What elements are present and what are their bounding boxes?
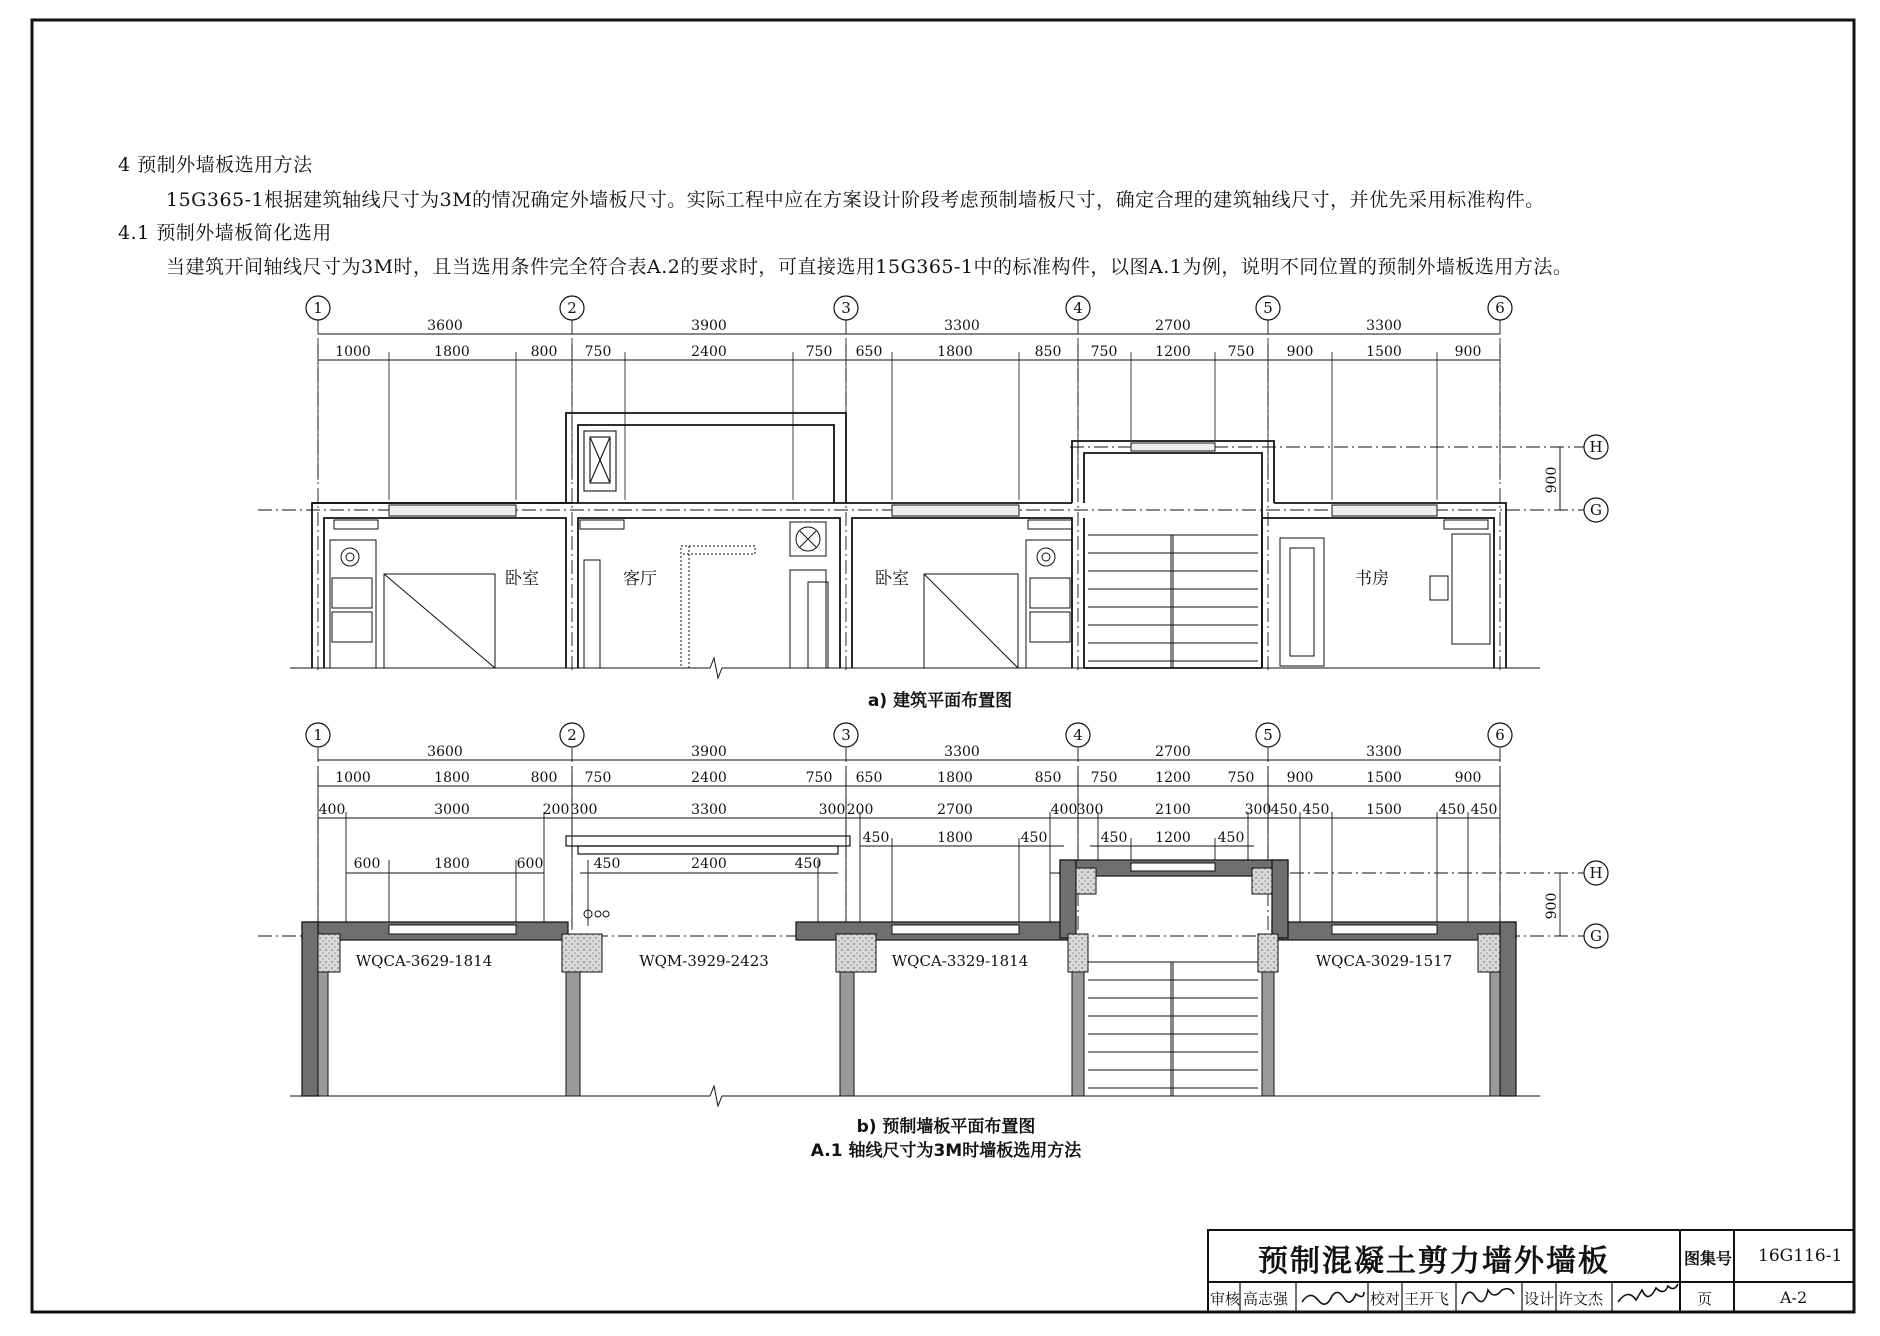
signature-design xyxy=(1618,1284,1678,1302)
dim-b-pn-1: 400 xyxy=(318,802,346,818)
axis-label-6a: 6 xyxy=(1495,299,1505,317)
dim-b-pn-11: 2100 xyxy=(1155,802,1191,818)
dim-b-pn-13: 450 xyxy=(1270,802,1298,818)
plan-b-interior-walls xyxy=(318,972,1500,1096)
dim-b-bay-4: 2700 xyxy=(1155,744,1191,760)
dim-b-w-1: 600 xyxy=(353,856,381,872)
dim-b-op-15: 900 xyxy=(1454,770,1482,786)
dim-a-op-15: 900 xyxy=(1454,344,1482,360)
dim-b-op-5: 2400 xyxy=(691,770,727,786)
dim-a-op-2: 1800 xyxy=(434,344,470,360)
panel-code-4: WQCA-3029-1517 xyxy=(1315,952,1453,970)
dim-b-w-8: 1800 xyxy=(937,830,973,846)
room-living: 客厅 xyxy=(623,569,657,589)
dim-b-pn-3: 200 xyxy=(542,802,570,818)
axis-label-1b: 1 xyxy=(313,726,323,744)
axis-label-5b: 5 xyxy=(1263,726,1273,744)
title-block-title: 预制混凝土剪力墙外墙板 xyxy=(1258,1244,1610,1279)
dim-b-w-5: 2400 xyxy=(691,856,727,872)
dim-b-w-11: 1200 xyxy=(1155,830,1191,846)
axis-label-1a: 1 xyxy=(313,299,323,317)
dim-b-w-6: 450 xyxy=(794,856,822,872)
dim-a-op-11: 1200 xyxy=(1155,344,1191,360)
dim-b-bay-3: 3300 xyxy=(944,744,980,760)
axis-label-gb: G xyxy=(1590,927,1602,945)
dim-b-op-12: 750 xyxy=(1227,770,1255,786)
axis-label-2a: 2 xyxy=(567,299,577,317)
dim-b-op-13: 900 xyxy=(1286,770,1314,786)
dim-a-bay-4: 2700 xyxy=(1155,318,1191,334)
signature-review xyxy=(1302,1292,1364,1304)
axis-label-ha: H xyxy=(1589,438,1603,456)
panel-codes xyxy=(356,952,1453,970)
dim-b-pn-10: 300 xyxy=(1076,802,1104,818)
axis-label-3a: 3 xyxy=(841,299,851,317)
dim-b-pn-17: 450 xyxy=(1470,802,1498,818)
plan-b-dimension-lines xyxy=(318,760,1560,936)
heading-4-1: 4.1 预制外墙板简化选用 xyxy=(118,222,332,244)
review-label: 审核 xyxy=(1210,1290,1241,1308)
axis-label-4b: 4 xyxy=(1073,726,1083,744)
dim-a-op-4: 750 xyxy=(584,344,612,360)
design-label: 设计 xyxy=(1524,1290,1555,1308)
plan-a-walls xyxy=(312,413,1506,668)
dim-b-bay-1: 3600 xyxy=(427,744,463,760)
dim-b-op-10: 750 xyxy=(1090,770,1118,786)
dim-a-bay-3: 3300 xyxy=(944,318,980,334)
dim-b-w-9: 450 xyxy=(1020,830,1048,846)
dim-b-pn-14: 450 xyxy=(1302,802,1330,818)
dim-a-op-6: 750 xyxy=(805,344,833,360)
heading-4: 4 预制外墙板选用方法 xyxy=(118,154,313,176)
paragraph-4-1: 当建筑开间轴线尺寸为3M时，且当选用条件完全符合表A.2的要求时，可直接选用15G365-1中的标准构件，以图A.1为例，说明不同位置的预制外墙板选用方法。 xyxy=(166,256,1573,278)
review-name: 高志强 xyxy=(1243,1290,1289,1308)
dim-a-bay-1: 3600 xyxy=(427,318,463,334)
axis-labels xyxy=(313,299,1602,945)
plan-a xyxy=(258,320,1590,678)
dim-b-op-2: 1800 xyxy=(434,770,470,786)
plan-a-furniture xyxy=(330,522,1490,668)
dim-b-op-9: 850 xyxy=(1034,770,1062,786)
axis-label-4a: 4 xyxy=(1073,299,1083,317)
dim-b-pn-4: 300 xyxy=(570,802,598,818)
dim-b-w-3: 600 xyxy=(516,856,544,872)
panel-code-2: WQM-3929-2423 xyxy=(639,952,769,970)
dim-b-op-3: 800 xyxy=(530,770,558,786)
dim-b-pn-6: 300 xyxy=(818,802,846,818)
dim-b-pn-2: 3000 xyxy=(434,802,470,818)
axis-label-ga: G xyxy=(1590,501,1602,519)
dim-b-pn-7: 200 xyxy=(846,802,874,818)
dim-b-w-2: 1800 xyxy=(434,856,470,872)
axis-bubbles xyxy=(306,296,1608,948)
caption-plan-b: b) 预制墙板平面布置图 xyxy=(856,1117,1036,1137)
design-name: 许文杰 xyxy=(1558,1290,1604,1308)
vertical-dims xyxy=(1544,467,1560,920)
dim-a-op-14: 1500 xyxy=(1366,344,1402,360)
dim-b-pn-8: 2700 xyxy=(937,802,973,818)
dim-b-op-6: 750 xyxy=(805,770,833,786)
plan-a-door-unit xyxy=(584,431,616,491)
dim-a-op-7: 650 xyxy=(855,344,883,360)
dim-b-op-8: 1800 xyxy=(937,770,973,786)
dim-b-w-4: 450 xyxy=(593,856,621,872)
dim-a-op-10: 750 xyxy=(1090,344,1118,360)
check-label: 校对 xyxy=(1370,1290,1401,1308)
dim-b-pn-9: 400 xyxy=(1050,802,1078,818)
paragraph-4: 15G365-1根据建筑轴线尺寸为3M的情况确定外墙板尺寸。实际工程中应在方案设计阶段考虑预制墙板尺寸，确定合理的建筑轴线尺寸，并优先采用标准构件。 xyxy=(166,189,1545,211)
dim-b-bay-2: 3900 xyxy=(691,744,727,760)
atlas-number: 16G116-1 xyxy=(1758,1246,1843,1266)
plan-a-break-line xyxy=(290,658,1540,678)
axis-label-3b: 3 xyxy=(841,726,851,744)
dim-b-w-12: 450 xyxy=(1217,830,1245,846)
dim-b-pn-15: 1500 xyxy=(1366,802,1402,818)
dim-a-op-1: 1000 xyxy=(335,344,371,360)
caption-plan-a: a) 建筑平面布置图 xyxy=(867,691,1013,711)
room-bedroom-2: 卧室 xyxy=(875,569,909,589)
axis-label-6b: 6 xyxy=(1495,726,1505,744)
plan-a-stairs xyxy=(1088,535,1258,668)
dim-b-op-11: 1200 xyxy=(1155,770,1191,786)
check-name: 王开飞 xyxy=(1404,1290,1450,1308)
page-number: A-2 xyxy=(1780,1288,1808,1307)
dim-b-pn-5: 3300 xyxy=(691,802,727,818)
dim-b-w-10: 450 xyxy=(1100,830,1128,846)
dim-a-bay-2: 3900 xyxy=(691,318,727,334)
plan-a-windows xyxy=(389,443,1437,516)
title-block-signatures xyxy=(1302,1284,1678,1304)
page-label: 页 xyxy=(1697,1290,1713,1308)
dim-a-op-12: 750 xyxy=(1227,344,1255,360)
room-bedroom-1: 卧室 xyxy=(505,569,539,589)
dim-b-op-14: 1500 xyxy=(1366,770,1402,786)
axis-label-5a: 5 xyxy=(1263,299,1273,317)
panel-code-1: WQCA-3629-1814 xyxy=(355,952,493,970)
panel-code-3: WQCA-3329-1814 xyxy=(891,952,1029,970)
axis-label-2b: 2 xyxy=(567,726,577,744)
dim-b-pn-12: 300 xyxy=(1244,802,1272,818)
dim-b-op-1: 1000 xyxy=(335,770,371,786)
dim-b-pn-16: 450 xyxy=(1438,802,1466,818)
dim-a-op-13: 900 xyxy=(1286,344,1314,360)
room-study: 书房 xyxy=(1355,569,1389,589)
plan-a-dimension-lines xyxy=(318,334,1560,510)
dim-b-vertical: 900 xyxy=(1544,892,1560,920)
dim-a-op-9: 850 xyxy=(1034,344,1062,360)
plan-b-break-line xyxy=(290,1086,1540,1106)
axis-label-hb: H xyxy=(1589,864,1603,882)
dim-a-vertical: 900 xyxy=(1544,466,1560,494)
dim-a-bay-5: 3300 xyxy=(1366,318,1402,334)
dim-b-op-7: 650 xyxy=(855,770,883,786)
dim-a-op-3: 800 xyxy=(530,344,558,360)
signature-check xyxy=(1462,1289,1514,1304)
caption-figure: A.1 轴线尺寸为3M时墙板选用方法 xyxy=(810,1141,1082,1161)
dim-b-bay-5: 3300 xyxy=(1366,744,1402,760)
dim-a-op-8: 1800 xyxy=(937,344,973,360)
atlas-label: 图集号 xyxy=(1684,1249,1733,1268)
dim-b-op-4: 750 xyxy=(584,770,612,786)
plan-a-ac-units xyxy=(334,520,1488,529)
dim-a-op-5: 2400 xyxy=(691,344,727,360)
dim-b-w-7: 450 xyxy=(862,830,890,846)
